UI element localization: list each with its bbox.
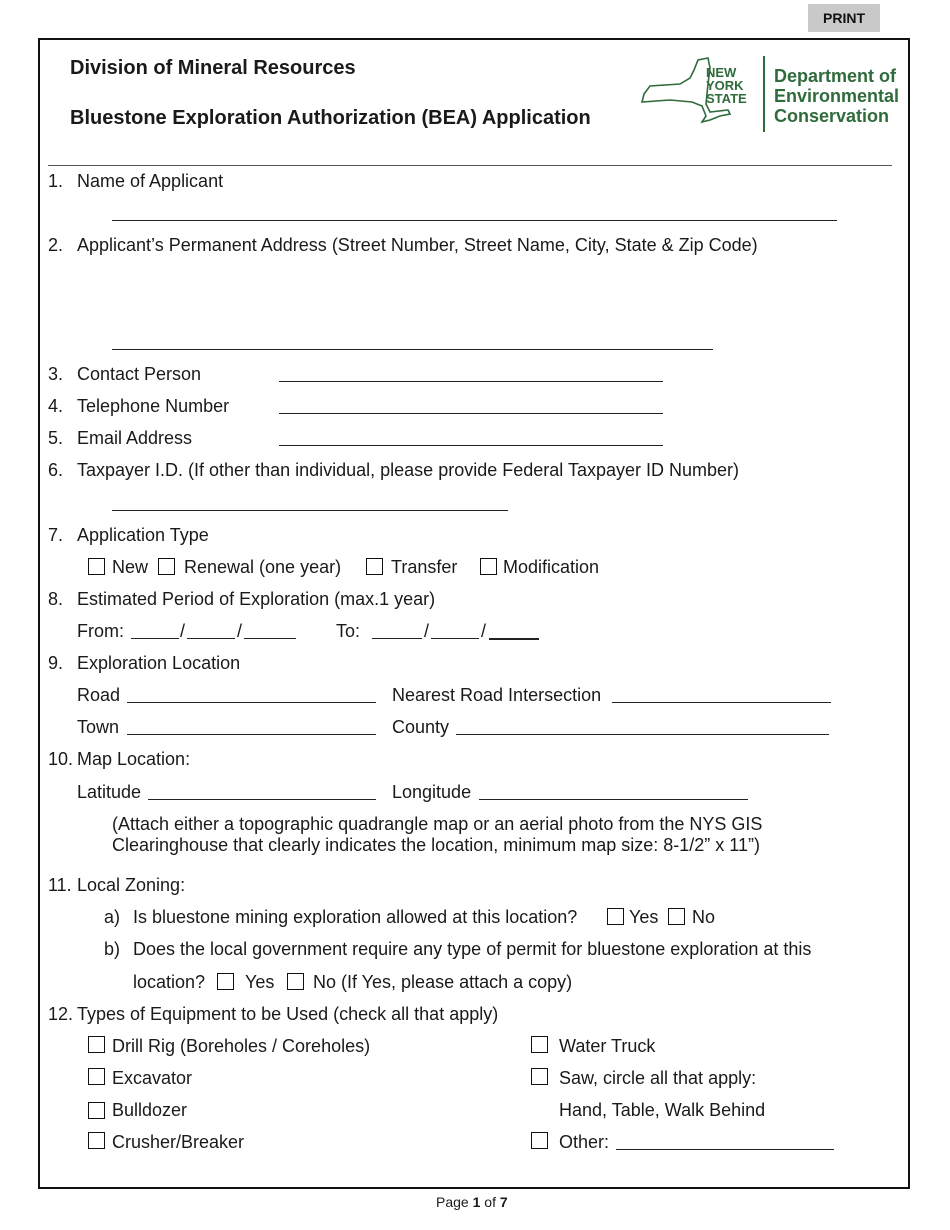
crusher-label: Crusher/Breaker bbox=[112, 1132, 245, 1152]
bulldozer-checkbox[interactable] bbox=[88, 1102, 105, 1119]
zoning-b-yes-label: Yes bbox=[245, 972, 275, 992]
q2-number: 2. bbox=[48, 235, 64, 255]
other-field[interactable] bbox=[616, 1149, 834, 1150]
saw-label: Saw, circle all that apply: bbox=[559, 1068, 757, 1088]
contact-person-field[interactable] bbox=[279, 381, 663, 382]
logo-new: NEW bbox=[706, 65, 737, 80]
type-new-checkbox[interactable] bbox=[88, 558, 105, 575]
map-note-line1: (Attach either a topographic quadrangle map or an aerial photo from the NYS GIS bbox=[112, 814, 763, 834]
from-label: From: bbox=[77, 621, 124, 641]
q11b-marker: b) bbox=[104, 939, 121, 959]
type-modification-checkbox[interactable] bbox=[480, 558, 497, 575]
from-day-field[interactable] bbox=[187, 638, 235, 639]
drill-rig-label: Drill Rig (Boreholes / Coreholes) bbox=[112, 1036, 371, 1056]
q8-number: 8. bbox=[48, 589, 64, 609]
q10-number: 10. bbox=[48, 749, 74, 769]
q5-number: 5. bbox=[48, 428, 64, 448]
longitude-field[interactable] bbox=[479, 799, 748, 800]
taxpayer-id-field[interactable] bbox=[112, 510, 508, 511]
logo-dept-line2: Environmental bbox=[774, 86, 900, 106]
q11b-text-line2: location? bbox=[133, 972, 206, 992]
page-word: Page bbox=[436, 1194, 469, 1210]
zoning-b-yes-checkbox[interactable] bbox=[217, 973, 234, 990]
map-note-line2: Clearinghouse that clearly indicates the location, minimum map size: 8-1/2” x 11”) bbox=[112, 835, 760, 855]
division-title: Division of Mineral Resources bbox=[70, 57, 356, 79]
q9-number: 9. bbox=[48, 653, 64, 673]
type-new-label: New bbox=[112, 557, 149, 577]
type-modification-label: Modification bbox=[503, 557, 600, 577]
q1-label: Name of Applicant bbox=[77, 171, 224, 191]
saw-options[interactable]: Hand, Table, Walk Behind bbox=[559, 1100, 766, 1120]
other-label: Other: bbox=[559, 1132, 610, 1152]
type-renewal-checkbox[interactable] bbox=[158, 558, 175, 575]
of-word: of bbox=[484, 1194, 496, 1210]
q4-number: 4. bbox=[48, 396, 64, 416]
longitude-label: Longitude bbox=[392, 782, 472, 802]
q5-label: Email Address bbox=[77, 428, 193, 448]
intersection-field[interactable] bbox=[612, 702, 831, 703]
q11-label: Local Zoning: bbox=[77, 875, 186, 895]
to-label: To: bbox=[336, 621, 361, 641]
logo-state: STATE bbox=[706, 91, 747, 106]
from-month-field[interactable] bbox=[131, 638, 179, 639]
logo-dept-line3: Conservation bbox=[774, 106, 890, 126]
header-divider bbox=[48, 165, 892, 166]
town-field[interactable] bbox=[127, 734, 376, 735]
to-day-field[interactable] bbox=[431, 638, 479, 639]
bulldozer-label: Bulldozer bbox=[112, 1100, 188, 1120]
q11-number: 11. bbox=[48, 875, 72, 895]
q4-label: Telephone Number bbox=[77, 396, 230, 416]
address-field[interactable] bbox=[112, 349, 713, 350]
zoning-b-no-label: No (If Yes, please attach a copy) bbox=[313, 972, 573, 992]
other-checkbox[interactable] bbox=[531, 1132, 548, 1149]
road-label: Road bbox=[77, 685, 121, 705]
q11a-marker: a) bbox=[104, 907, 121, 927]
q6-label: Taxpayer I.D. (If other than individual, please provide Federal Taxpayer ID Number) bbox=[77, 460, 739, 480]
telephone-field[interactable] bbox=[279, 413, 663, 414]
to-year-field[interactable] bbox=[489, 638, 539, 640]
email-field[interactable] bbox=[279, 445, 663, 446]
latitude-label: Latitude bbox=[77, 782, 142, 802]
logo-york: YORK bbox=[706, 78, 744, 93]
town-label: Town bbox=[77, 717, 120, 737]
zoning-a-yes-checkbox[interactable] bbox=[607, 908, 624, 925]
logo-divider bbox=[763, 56, 765, 132]
q12-number: 12. bbox=[48, 1004, 74, 1024]
county-field[interactable] bbox=[456, 734, 829, 735]
q2-label: Applicant’s Permanent Address (Street Number, Street Name, City, State & Zip Code) bbox=[77, 235, 758, 255]
q7-label: Application Type bbox=[77, 525, 209, 545]
saw-checkbox[interactable] bbox=[531, 1068, 548, 1085]
date-slash: / bbox=[180, 621, 186, 641]
road-field[interactable] bbox=[127, 702, 376, 703]
print-button[interactable]: PRINT bbox=[808, 4, 880, 32]
zoning-a-no-checkbox[interactable] bbox=[668, 908, 685, 925]
q11b-text-line1: Does the local government require any type of permit for bluestone exploration at this bbox=[133, 939, 812, 959]
q8-label: Estimated Period of Exploration (max.1 year) bbox=[77, 589, 436, 609]
form-title: Bluestone Exploration Authorization (BEA) Application bbox=[70, 107, 591, 129]
q7-number: 7. bbox=[48, 525, 64, 545]
intersection-label: Nearest Road Intersection bbox=[392, 685, 602, 705]
zoning-b-no-checkbox[interactable] bbox=[287, 973, 304, 990]
type-transfer-label: Transfer bbox=[391, 557, 458, 577]
type-renewal-label: Renewal (one year) bbox=[184, 557, 342, 577]
logo-dept-line1: Department of bbox=[774, 66, 897, 86]
page-number: 1 bbox=[472, 1194, 481, 1210]
q3-label: Contact Person bbox=[77, 364, 202, 384]
to-month-field[interactable] bbox=[372, 638, 422, 639]
from-year-field[interactable] bbox=[244, 638, 296, 639]
page-indicator bbox=[436, 1194, 508, 1210]
zoning-a-no-label: No bbox=[692, 907, 716, 927]
county-label: County bbox=[392, 717, 450, 737]
q6-number: 6. bbox=[48, 460, 64, 480]
q12-label: Types of Equipment to be Used (check all that apply) bbox=[77, 1004, 499, 1024]
q9-label: Exploration Location bbox=[77, 653, 241, 673]
crusher-checkbox[interactable] bbox=[88, 1132, 105, 1149]
q10-label: Map Location: bbox=[77, 749, 191, 769]
q1-number: 1. bbox=[48, 171, 64, 191]
drill-rig-checkbox[interactable] bbox=[88, 1036, 105, 1053]
water-truck-label: Water Truck bbox=[559, 1036, 656, 1056]
date-slash: / bbox=[424, 621, 430, 641]
latitude-field[interactable] bbox=[148, 799, 376, 800]
excavator-label: Excavator bbox=[112, 1068, 193, 1088]
q11a-text: Is bluestone mining exploration allowed at this location? bbox=[133, 907, 578, 927]
zoning-a-yes-label: Yes bbox=[629, 907, 659, 927]
date-slash: / bbox=[237, 621, 243, 641]
excavator-checkbox[interactable] bbox=[88, 1068, 105, 1085]
date-slash: / bbox=[481, 621, 487, 641]
water-truck-checkbox[interactable] bbox=[531, 1036, 548, 1053]
type-transfer-checkbox[interactable] bbox=[366, 558, 383, 575]
page-total: 7 bbox=[499, 1194, 508, 1210]
applicant-name-field[interactable] bbox=[112, 220, 837, 221]
q3-number: 3. bbox=[48, 364, 64, 384]
